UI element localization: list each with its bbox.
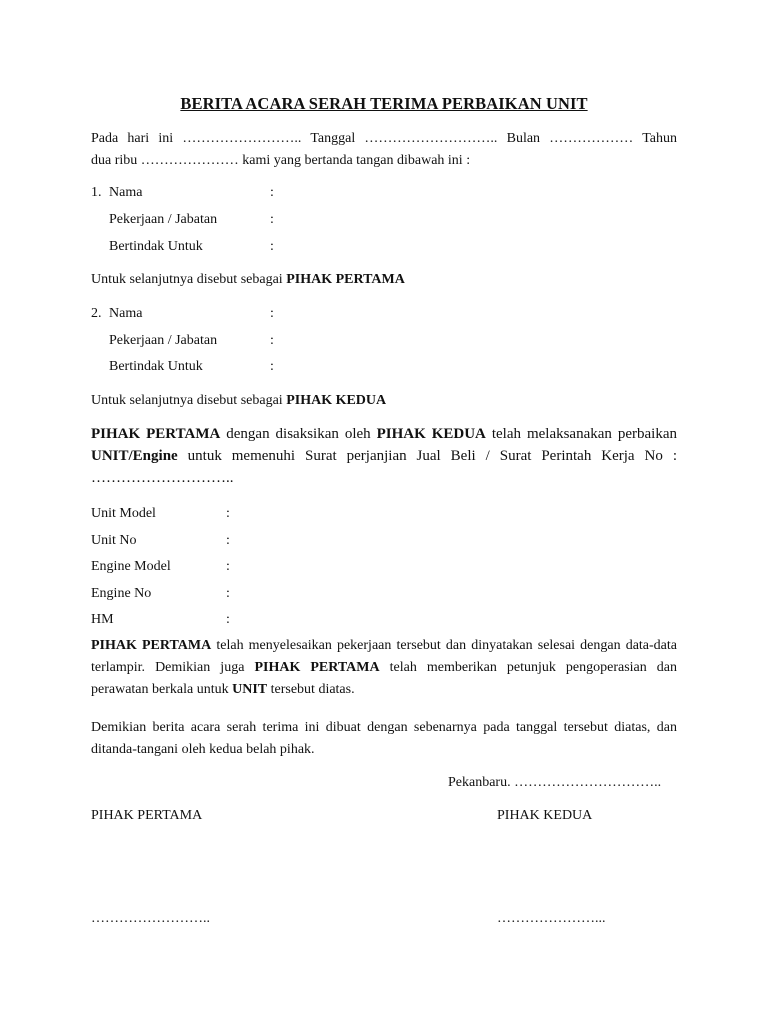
place-date: Pekanbaru. ………………………….. bbox=[448, 775, 662, 790]
party2-acting-colon: : bbox=[270, 359, 274, 374]
signature-line-first-party: …………………….. bbox=[91, 911, 210, 926]
completion-t3: tersebut diatas. bbox=[267, 682, 355, 697]
engine-no-colon: : bbox=[226, 586, 230, 601]
intro-line-2: dua ribu ………………… kami yang bertanda tangan dibawah ini : bbox=[91, 153, 471, 168]
repair-t3: untuk memenuhi Surat perjanjian Jual Beli / Surat Perintah Kerja No : ……………………….. bbox=[91, 448, 677, 486]
party2-number: 2. bbox=[91, 306, 102, 321]
party1-note-text: Untuk selanjutnya disebut sebagai bbox=[91, 272, 287, 287]
party1-note-bold: PIHAK PERTAMA bbox=[286, 272, 405, 287]
party1-name-colon: : bbox=[270, 185, 274, 200]
completion-t1: telah menyelesaikan pekerjaan tersebut dan dinyatakan selesai dengan data-data terlampir. Demikian juga bbox=[91, 638, 678, 675]
completion-t2: telah memberikan petunjuk pengoperasian dan perawatan berkala untuk bbox=[91, 660, 677, 697]
signature-label-second-party: PIHAK KEDUA bbox=[497, 808, 593, 823]
engine-model-colon: : bbox=[226, 559, 230, 574]
signature-line-second-party: …………………... bbox=[497, 911, 606, 926]
party1-job-label: Pekerjaan / Jabatan bbox=[109, 212, 218, 227]
closing-paragraph: Demikian berita acara serah terima ini dibuat dengan sebenarnya pada tanggal tersebut diatas, dan ditanda-tangani oleh kedua belah pihak. bbox=[91, 720, 677, 757]
party1-name-label: Nama bbox=[109, 185, 143, 200]
hm-colon: : bbox=[226, 612, 230, 627]
party2-name-label: Nama bbox=[109, 306, 143, 321]
party2-note-text: Untuk selanjutnya disebut sebagai bbox=[91, 393, 287, 408]
party1-note bbox=[91, 270, 405, 290]
document-title: BERITA ACARA SERAH TERIMA PERBAIKAN UNIT bbox=[180, 94, 588, 113]
party2-acting-label: Bertindak Untuk bbox=[109, 359, 203, 374]
party2-note bbox=[91, 391, 386, 411]
party1-number: 1. bbox=[91, 185, 102, 200]
repair-b1: PIHAK PERTAMA bbox=[91, 426, 221, 442]
repair-t2: telah melaksanakan perbaikan bbox=[485, 426, 677, 442]
intro-line-1: Pada hari ini …………………….. Tanggal ……………………….. Bulan ……………… Tahun bbox=[91, 131, 677, 146]
completion-b2: PIHAK PERTAMA bbox=[254, 660, 380, 675]
unit-no-colon: : bbox=[226, 533, 230, 548]
engine-no-label: Engine No bbox=[91, 586, 152, 601]
repair-t1: dengan disaksikan oleh bbox=[220, 426, 377, 442]
party1-job-colon: : bbox=[270, 212, 274, 227]
party1-acting-colon: : bbox=[270, 239, 274, 254]
party2-note-bold: PIHAK KEDUA bbox=[286, 393, 387, 408]
unit-model-label: Unit Model bbox=[91, 506, 156, 521]
party1-acting-label: Bertindak Untuk bbox=[109, 239, 203, 254]
repair-statement-paragraph bbox=[91, 423, 677, 489]
completion-paragraph bbox=[91, 635, 677, 701]
hm-label: HM bbox=[91, 612, 114, 627]
completion-b1: PIHAK PERTAMA bbox=[91, 638, 212, 653]
completion-b3: UNIT bbox=[232, 682, 268, 697]
unit-no-label: Unit No bbox=[91, 533, 137, 548]
party2-job-label: Pekerjaan / Jabatan bbox=[109, 333, 218, 348]
signature-label-first-party: PIHAK PERTAMA bbox=[91, 808, 203, 823]
party2-name-colon: : bbox=[270, 306, 274, 321]
unit-model-colon: : bbox=[226, 506, 230, 521]
party2-job-colon: : bbox=[270, 333, 274, 348]
engine-model-label: Engine Model bbox=[91, 559, 171, 574]
repair-b3: UNIT/Engine bbox=[91, 448, 178, 464]
repair-b2: PIHAK KEDUA bbox=[376, 426, 486, 442]
